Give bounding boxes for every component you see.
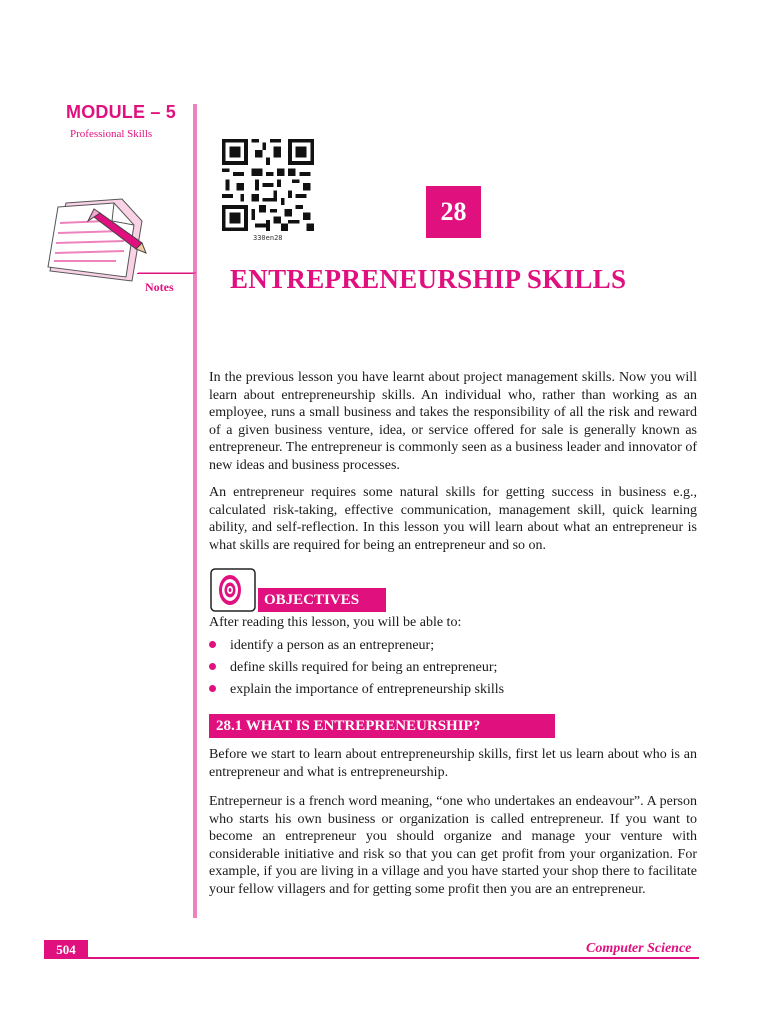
target-icon [210, 568, 256, 612]
qr-code-icon [219, 139, 317, 231]
book-title: Computer Science [586, 941, 692, 956]
skills-paragraph: An entrepreneur requires some natural skills for getting success in business e.g., calculated risk-taking, effective communication, management skill, quick learning ability, and self-reflection. In this lesson you will learn about what an entrepreneur is what skills are required for being an entrepreneur and so on. [209, 485, 697, 553]
section-paragraph-2: Entreperneur is a french word meaning, “one who undertakes an endeavour”. A person who starts his own business or organization is called entrepreneur. If you want to become an entrepreneur you should organize and manage your venture with considerable initiative and risk so that you can get profit from your organization. For example, if you are living in a village and you have started your shop there to facilitate your fellow villagers and for getting some profit then you are an entrepreneur. [209, 794, 697, 897]
notes-label: Notes [145, 280, 174, 294]
intro-paragraph: In the previous lesson you have learnt about project management skills. Now you will learn about entrepreneurship skills. An individual who, rather than working as an employee, runs a small business and takes the responsibility of all the risk and reward of a given business venture, idea, or service offered for sale is generally known as entrepreneur. The entrepreneur is commonly seen as a business leader and innovator of new ideas and business processes. [209, 370, 697, 473]
qr-caption: 330en28 [253, 234, 283, 242]
objective-text: explain the importance of entrepreneurship skills [230, 682, 505, 697]
section-paragraph-1: Before we start to learn about entrepreneurship skills, first let us learn about who is an entrepreneur and what is entrepreneurship. [209, 747, 697, 780]
chapter-title: ENTREPRENEURSHIP SKILLS [230, 264, 627, 294]
footer-rule [44, 957, 699, 959]
module-subtitle: Professional Skills [70, 128, 153, 140]
bullet-icon [209, 685, 216, 692]
bullet-icon [209, 641, 216, 648]
objective-item [209, 660, 497, 676]
objectives-intro: After reading this lesson, you will be able to: [209, 615, 462, 630]
chapter-number-badge: 28 [426, 186, 481, 238]
objective-text: define skills required for being an entrepreneur; [230, 660, 498, 675]
module-title: MODULE – 5 [66, 102, 177, 122]
section-heading: 28.1 WHAT IS ENTREPRENEURSHIP? [209, 714, 555, 738]
objective-item [209, 682, 504, 698]
objective-text: identify a person as an entrepreneur; [230, 638, 435, 653]
bullet-icon [209, 663, 216, 670]
objective-item [209, 638, 434, 654]
objectives-heading: OBJECTIVES [258, 588, 386, 612]
page-number: 504 [44, 940, 88, 959]
notes-divider [137, 273, 193, 274]
